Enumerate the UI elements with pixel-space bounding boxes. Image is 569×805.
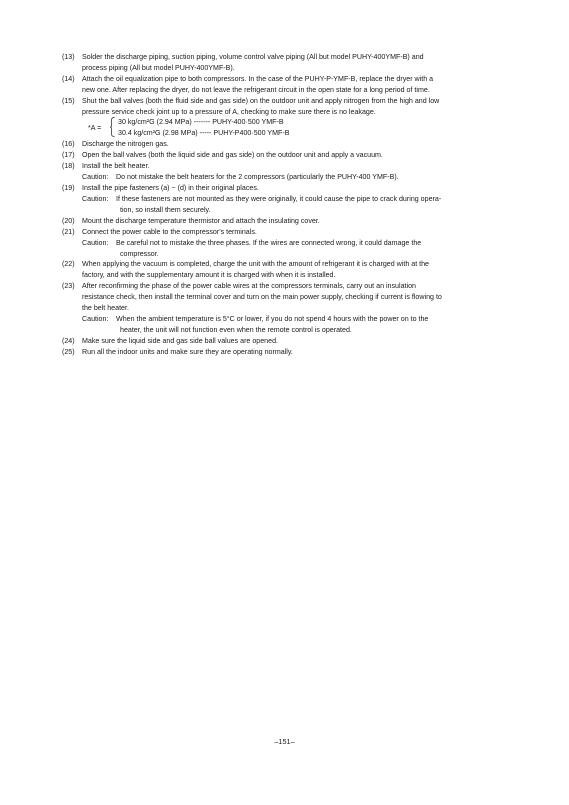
item-number: (15) bbox=[62, 96, 75, 105]
formula-option-1: 30 kg/cm²G (2.94 MPa) ------- PUHY-400·500 YMF-B bbox=[118, 118, 284, 127]
pressure-formula bbox=[88, 117, 532, 139]
item-text: factory, and with the supplementary amount it is charged with when it is installed. bbox=[82, 271, 336, 280]
procedure-list bbox=[62, 52, 532, 358]
list-item bbox=[62, 183, 532, 216]
caution-text: tion, so install them securely. bbox=[120, 205, 211, 214]
item-text: Discharge the nitrogen gas. bbox=[82, 140, 169, 149]
item-text: Install the pipe fasteners (a) ~ (d) in their original places. bbox=[82, 184, 259, 193]
item-number: (13) bbox=[62, 53, 75, 61]
caution-text: If these fasteners are not mounted as they were originally, it could cause the pipe to crack during opera- bbox=[116, 194, 442, 203]
list-item bbox=[62, 52, 532, 74]
caution-text: Do not mistake the belt heaters for the 2 compressors (particularly the PUHY-400 YMF-B). bbox=[116, 173, 399, 182]
item-number: (22) bbox=[62, 260, 75, 269]
item-number: (21) bbox=[62, 227, 75, 236]
item-number: (24) bbox=[62, 336, 75, 345]
caution-text: compressor. bbox=[120, 249, 159, 258]
caution-label: Caution: bbox=[82, 238, 109, 247]
caution-text: Be careful not to mistake the three phases. If the wires are connected wrong, it could damage the bbox=[116, 238, 422, 247]
item-number: (14) bbox=[62, 74, 75, 83]
caution-note bbox=[82, 238, 532, 260]
list-item bbox=[62, 96, 532, 140]
item-text: Open the ball valves (both the liquid side and gas side) on the outdoor unit and apply a vacuum. bbox=[82, 151, 383, 160]
item-text: Install the belt heater. bbox=[82, 162, 150, 171]
list-item bbox=[62, 347, 532, 358]
item-number: (18) bbox=[62, 162, 75, 171]
list-item bbox=[62, 281, 532, 336]
item-text: After reconfirming the phase of the power cable wires at the compressors terminals, carry out an insulation bbox=[82, 282, 416, 291]
item-number: (17) bbox=[62, 151, 75, 160]
item-text: resistance check, then install the terminal cover and turn on the main power supply, checking if current is flowing to bbox=[82, 293, 442, 302]
item-number: (19) bbox=[62, 184, 75, 193]
item-text: process piping (All but model PUHY-400YMF-B). bbox=[82, 63, 235, 72]
item-text: pressure service check joint up to a pressure of A, checking to make sure there is no leakage. bbox=[82, 107, 376, 116]
list-item bbox=[62, 74, 532, 96]
item-text: Attach the oil equalization pipe to both compressors. In the case of the PUHY-P-YMF-B, replace the dryer with a bbox=[82, 74, 434, 83]
item-text: Make sure the liquid side and gas side ball values are opened. bbox=[82, 336, 278, 345]
item-text: When applying the vacuum is completed, charge the unit with the amount of refrigerant it is charged with at the bbox=[82, 260, 429, 269]
item-text: new one. After replacing the dryer, do not leave the refrigerant circuit in the open state for a long period of time. bbox=[82, 85, 430, 94]
list-item bbox=[62, 227, 532, 260]
item-text: the belt heater. bbox=[82, 304, 129, 313]
item-text: Solder the discharge piping, suction piping, volume control valve piping (All but model PUHY-400YMF-B) and bbox=[82, 53, 424, 61]
caution-text: When the ambient temperature is 5°C or lower, if you do not spend 4 hours with the power on to the bbox=[116, 314, 429, 323]
item-number: (20) bbox=[62, 216, 75, 225]
list-item bbox=[62, 139, 532, 150]
caution-note bbox=[82, 314, 532, 336]
list-item bbox=[62, 336, 532, 347]
caution-text: heater, the unit will not function even when the remote control is operated. bbox=[120, 325, 352, 334]
item-text: Run all the indoor units and make sure they are operating normally. bbox=[82, 347, 293, 356]
caution-note bbox=[82, 194, 532, 216]
item-number: (23) bbox=[62, 282, 75, 291]
page-number: –151– bbox=[274, 737, 295, 746]
list-item bbox=[62, 150, 532, 161]
formula-option-2: 30.4 kg/cm²G (2.98 MPa) ----- PUHY-P400·500 YMF-B bbox=[118, 129, 290, 138]
item-text: Connect the power cable to the compressor's terminals. bbox=[82, 227, 257, 236]
item-number: (16) bbox=[62, 140, 75, 149]
item-text: Shut the ball valves (both the fluid side and gas side) on the outdoor unit and apply nitrogen from the high and low bbox=[82, 96, 440, 105]
caution-label: Caution: bbox=[82, 173, 109, 182]
left-brace-icon bbox=[110, 117, 115, 137]
formula-lhs: *A = bbox=[88, 124, 102, 133]
list-item bbox=[62, 259, 532, 281]
list-item bbox=[62, 161, 532, 183]
item-text: Mount the discharge temperature thermistor and attach the insulating cover. bbox=[82, 216, 320, 225]
list-item bbox=[62, 216, 532, 227]
item-number: (25) bbox=[62, 347, 75, 356]
caution-label: Caution: bbox=[82, 314, 109, 323]
caution-note bbox=[82, 172, 532, 183]
caution-label: Caution: bbox=[82, 194, 109, 203]
